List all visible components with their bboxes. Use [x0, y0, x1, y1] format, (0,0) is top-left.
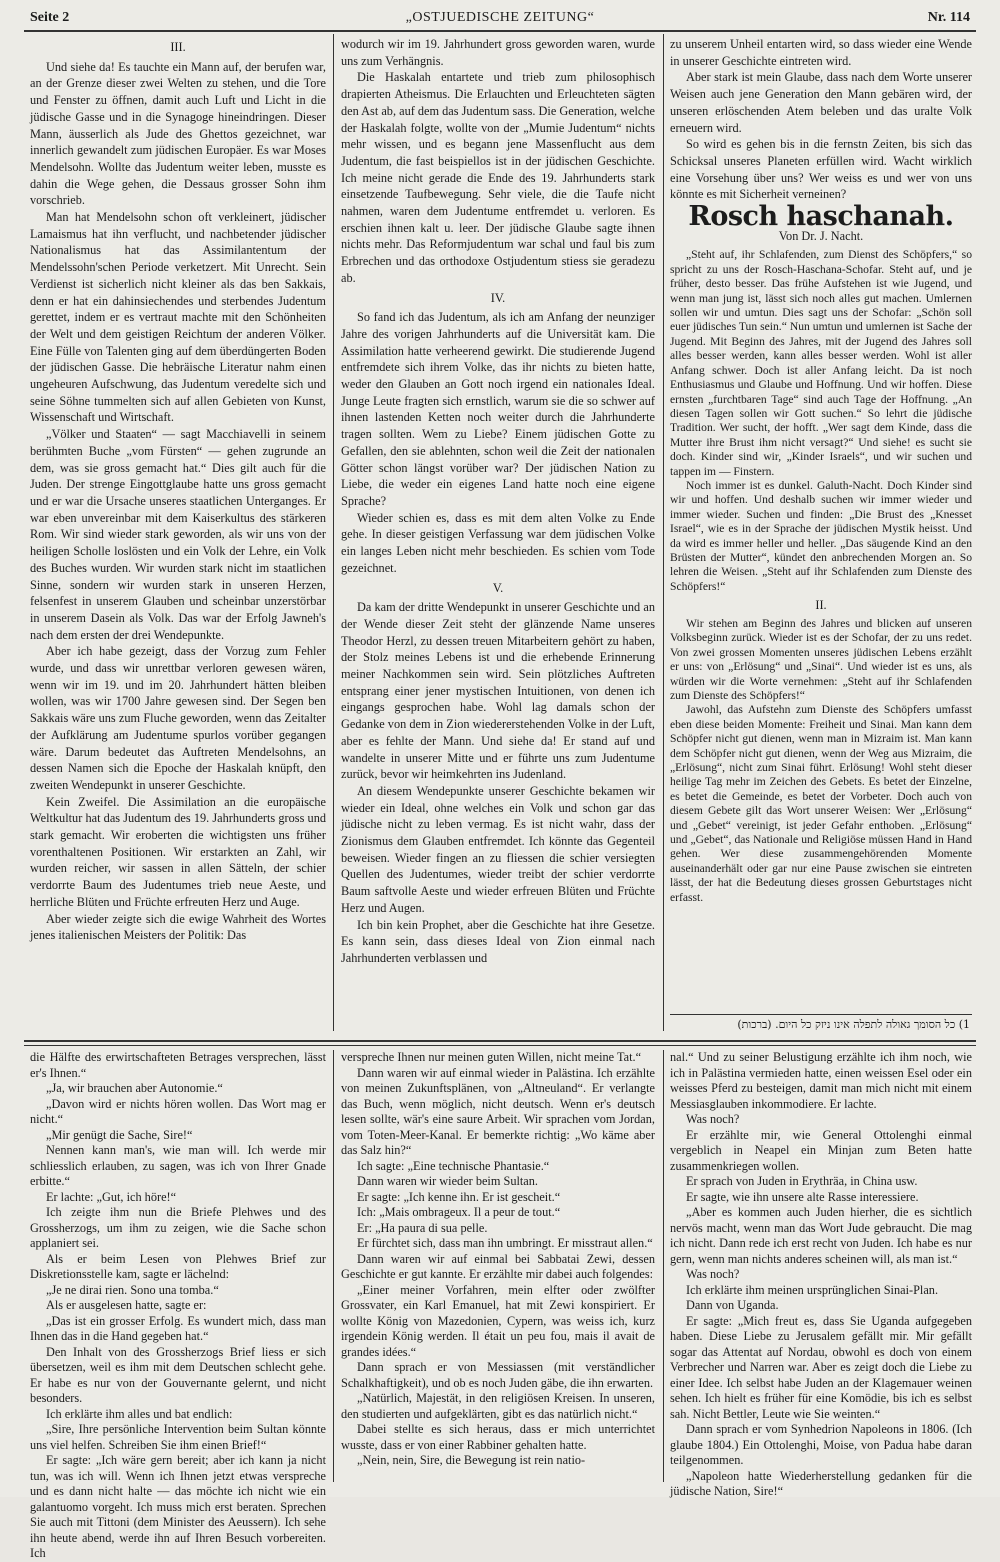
- paragraph: Aber ich habe gezeigt, dass der Vorzug zum Fehler wurde, und dass wir unrettbar verloren gewesen wären, wenn wir im 19. und im 20. Jahrhundert hätten bleiben wollen, was wir 1700 Jahre gewesen sind. Der Segen ben Sakkais wäre uns zum Fluche geworden, wenn das Zeitalter der Aufklärung am Judentume spurlos vorüber gegangen wäre. Darum bedeutet das Auftreten Mendelsohns, an dessen Namen sich die Epoche der Haskalah knüpft, den zweiten Wendepunkt in unserer Geschichte.: [30, 644, 326, 792]
- paragraph: Ich erklärte ihm meinen ursprünglichen Sinai-Plan.: [686, 1282, 939, 1297]
- section-heading-v: V.: [492, 580, 504, 595]
- paragraph: „Napoleon hatte Wiederherstellung gedanken für die jüdische Nation, Sire!“: [670, 1468, 972, 1498]
- newspaper-title: „OSTJUEDISCHE ZEITUNG“: [405, 10, 595, 25]
- continuation-column-3: [670, 1050, 972, 1498]
- paragraph: nal.“ Und zu seiner Belustigung erzählte ich ihm noch, wie ich in Palästina vermieden hatte, einen weissen Esel oder ein weisses Pferd zu besteigen, damit man mich nicht mit einem Messiasglauben inkommodiere. Er lachte.: [670, 1050, 972, 1111]
- paragraph: „Davon wird er nichts hören wollen. Das Wort mag er nicht.“: [30, 1096, 326, 1126]
- section-heading-iv: IV.: [490, 290, 506, 305]
- paragraph: „Steht auf, ihr Schlafenden, zum Dienst des Schöpfers,“ so spricht zu uns der Rosch-Haschana-Schofar. Steht auf, und je früher, desto besser. Das frühe Aufstehen ist wie Jugend, und wenn man jung ist, lässt sich noch alles gut machen. Umlernen sollen wir und umtun. Dies sagt uns der Schofar: „Schön soll euer jüdisches Tun sein.“ Nun umtun und umlernen ist Sache der Jugend. Mit Beginn des Jahres, mit der Jugend des Jahres soll alles besser werden, kann alles besser werden. Wohl ist aller Anfang schwer. Doch ist aller Anfang leicht. Da ist noch Enthusiasmus und Glaube und Hoffnung. Und wir hoffen. Diese ernsten „furchtbaren Tage“ sind auch Tage der Hoffnung. „An diesen Tagen sollen wir Gott suchen.“ So lehrt die jüdische Tradition. Wer sucht, der hofft. „Wer sagt dem Kinde, dass die Mutter ihre Brust ihm nicht versagt?“ Und siehe! es sucht sie doch. Kinder sind wir, „Kinder Israels“, und wir suchen und tappen im — Finstern.: [670, 248, 972, 478]
- paragraph: Und siehe da! Es tauchte ein Mann auf, der berufen war, an der Grenze dieser zwei Welten zu stehen, und die Tore und Fenster zu öffnen, damit auch Luft und Licht in die jüdische Gasse und in die Synagoge hineindringen. Dieser Mann, äusserlich als Jude des Ghettos gezeichnet, war innerlich gewandelt zum jüdischen Europäer. Es war Moses Mendelsohn. Wollte das Judentum weiter leben, musste es dahin die Wege gehen, die Dessaus grosser Sohn ihm vorschrieb.: [30, 59, 326, 208]
- paragraph: Kein Zweifel. Die Assimilation an die europäische Weltkultur hat das Judentum des 19. Jahrhunderts gross und stark gemacht. Wir eroberten die wichtigsten uns früher vorenthaltenen Positionen. Wir erstarkten an Zahl, wir wurden reicher, wir sassen in allen Sätteln, der schier verdorrte Baum des Judentumes trieb neue Aeste, und herrliche Blüten und Früchte erfreuten Herz und Auge.: [30, 794, 326, 909]
- paragraph: „Natürlich, Majestät, in den religiösen Kreisen. In unseren, den studierten und aufgeklärten, gibt es das natürlich nicht.“: [341, 1391, 655, 1421]
- paragraph: „Mir genügt die Sache, Sire!“: [46, 1127, 193, 1142]
- continuation-column-1: [30, 1050, 326, 1560]
- column-divider-3: [333, 1050, 334, 1482]
- article-column-2: [341, 36, 655, 1032]
- paragraph: Den Inhalt von des Grossherzogs Brief liess er sich übersetzen, weil es ihm mit dem Deutschen schlecht gehe. Er habe es nur von der Gouvernante gelernt, und nicht besonders.: [30, 1344, 326, 1405]
- paragraph: Die Haskalah entartete und trieb zum philosophisch drapierten Atheismus. Die Erlauchten und Erleuchteten sägten den Ast ab, auf dem das Judentum sass. Die Generation, welche der Haskalah folgte, wollte von der „Mumie Judentum“ nichts mehr wissen, und es begann jene Massenflucht aus dem Judentum, die fast beispiellos ist in der jüdischen Geschichte. Ich meine nicht gerade die Ende des 19. Jahrhunderts stark einsetzende Taufbewegung. Sehr viele, die die Taufe nicht nahmen, waren dem Judentume entfremdet u. verloren. Es erschien ihnen kalt u. leer. Der jüdische Glaube sagte ihnen nichts mehr. Das Reformjudentum war schal und faul bis zum Erbrechen und das orthodoxe Ostjudentum stiess sie geradezu ab.: [341, 70, 655, 285]
- article-column-1: [30, 36, 326, 1032]
- paragraph: So fand ich das Judentum, als ich am Anfang der neunziger Jahre des vorigen Jahrhunderts auf die Universität kam. Die Assimilation hatte verheerend gewirkt. Die studierende Jugend entfremdete sich ihrem Volke, das ihr nichts zu bieten hatte, weder den Glauben an Gott noch irgend ein nationales Ideal. Junge Leute fragten sich ernstlich, warum sie die so schwer auf ihnen lastenden Ketten noch weiter durch die Jahrhunderte tragen sollten. Wem zu Liebe? Einem jüdischen Gotte zu Gefallen, den sie ablehnten, schon weil die Zeit der nationalen Götter schon längst vorüber war? Der jüdischen Nation zu Liebe, die weder ein eigenes Land hatte noch eine eigene Sprache?: [341, 310, 655, 508]
- footnote-rule: [670, 1014, 972, 1015]
- paragraph: Aber stark ist mein Glaube, dass nach dem Worte unserer Weisen auch jene Generation den Mann gebären wird, der unseren erlöschenden Atem beleben und das uralte Volk erneuern wird.: [670, 70, 972, 135]
- paragraph: verspreche Ihnen nur meinen guten Willen, nicht meine Tat.“: [341, 1050, 642, 1064]
- section-rule: [24, 1040, 976, 1042]
- hebrew-footnote: 1) כל הסומך גאולה לתפלה אינו ניזק כל היום. (ברכות): [737, 1018, 970, 1031]
- paragraph: Dabei stellte es sich heraus, dass er mich unterrichtet wusste, dass er von einer Rabbiner gehalten hatte.: [341, 1422, 655, 1452]
- paragraph: Ich: „Mais ombrageux. Il a peur de tout.“: [357, 1205, 561, 1219]
- column-divider-4: [663, 1050, 664, 1482]
- paragraph: Er lachte: „Gut, ich höre!“: [46, 1189, 177, 1204]
- paragraph: Noch immer ist es dunkel. Galuth-Nacht. Doch Kinder sind wir und hoffen. Und deshalb suchen wir immer wieder und immer wieder. Suchen und finden: „Die Brust des „Knesset Israel“, wie es in der Sprache der jüdischen Mystik heisst. Und da wird es immer heller und heller. „Das säugende Kind an den Brüsten der Mutter“, kündet den anbrechenden Morgen an. So lehren die Weisen. „Steht auf ihr Schlafenden zum Dienste des Schöpfers!“: [670, 478, 972, 593]
- paragraph: „Ja, wir brauchen aber Autonomie.“: [46, 1081, 223, 1095]
- paragraph: die Hälfte des erwirtschafteten Betrages versprechen, lässt er's Ihnen.“: [30, 1050, 326, 1080]
- paragraph: Dann waren wir auf einmal bei Sabbatai Zewi, dessen Geschichte er gut kannte. Er erzählte mir dabei auch folgendes:: [341, 1251, 655, 1281]
- paragraph: „Sire, Ihre persönliche Intervention beim Sultan könnte uns viel helfen. Schreiben Sie ihm einen Brief!“: [30, 1422, 326, 1452]
- paragraph: Er sagte: „Mich freut es, dass Sie Uganda aufgegeben haben. Diese Liebe zu Jerusalem gefällt mir. Mir gefällt sogar das Attentat auf Nordau, obwohl es doch von einem Verbrecher und Narren war. Aber es zeigt doch die Liebe zu einer Idee. Ich selbst habe Juden an der Klagemauer weinen sehen. Ich hielt es früher für eine Komödie, bis ich es selbst sah. Nicht Bettler, Leute wie Sie weinten.“: [670, 1313, 972, 1421]
- paragraph: Dann waren wir auf einmal wieder in Palästina. Ich erzählte von meinen Zukunftsplänen, von „Altneuland“. Er verlangte das Buch, wenn möglich, nicht deutsch. Wenn er's deutsch lesen sollte, wär's eine saure Arbeit. Wir sprachen vom Jordan, vom Toten-Meer-Kanal. Er bemerkte richtig: „Wo käme aber das Salz hin?“: [341, 1065, 655, 1157]
- page-label: Seite 2: [30, 10, 70, 25]
- paragraph: Da kam der dritte Wendepunkt in unserer Geschichte und an der Wende dieser Zeit steht der glänzende Name unseres Theodor Herzl, zu dessen treuen Mitarbeitern gehört zu haben, der Stolz meines Lebens ist und die erhebende Erinnerung meiner Nachkommen sein wird. Sein plötzliches Auftreten entsprang einer jener mystischen Intuitionen, von denen ich eingangs gesprochen habe. Wohl lag damals schon der Gedanke von dem in Zion wiedererstehenden Volke in der Luft, aber es fehlte der Mann. Und siehe da! Er stand auf und wandelte in unserer Mitte und er führte uns zum Judentume zurück, bevor wir heimkehrten ins Judenland.: [341, 600, 655, 782]
- paragraph: Ich bin kein Prophet, aber die Geschichte hat ihre Gesetze. Es kann sein, dass dieses Ideal von Zion einmal nach Jahrhunderten verblassen und: [341, 917, 655, 965]
- paragraph: zu unserem Unheil entarten wird, so dass wieder eine Wende in unserer Geschichte eintreten wird.: [670, 37, 972, 68]
- paragraph: „Nein, nein, Sire, die Bewegung ist rein natio-: [357, 1453, 586, 1467]
- paragraph: Er: „Ha paura di sua pelle.: [357, 1220, 488, 1235]
- section-rule-thin: [24, 1045, 976, 1046]
- continuation-column-2: [341, 1050, 655, 1484]
- paragraph: Als er ausgelesen hatte, sagte er:: [46, 1298, 207, 1312]
- paragraph: Er sprach von Juden in Erythräa, in China usw.: [686, 1174, 918, 1188]
- paragraph: Dann sprach er vom Synhedrion Napoleons in 1806. (Ich glaube 1804.) Ein Ottolenghi, Moise, von Padua habe daran teilgenommen.: [670, 1422, 972, 1467]
- paragraph: Er erzählte mir, wie General Ottolenghi einmal vergeblich in Neapel ein Minjan zum Beten hatte zusammenkriegen wollen.: [670, 1127, 972, 1173]
- paragraph: Er sagte: „Ich kenne ihn. Er ist gescheit.“: [357, 1189, 561, 1204]
- paragraph: Man hat Mendelsohn schon oft verkleinert, jüdischer Lamaismus hat ihn verflucht, und nachbetender jüdischer Nationalismus hat das Assimilantentum der Mendelssohn'schen Periode verketzert. Mit Unrecht. Sein Verdienst ist sicherlich nicht kleiner als das ben Sakkais, denn er hat ein dahinsiechendes und sterbendes Judentum gerettet, indem er es vertraut machte mit den Schönheiten der Welt und dem geistigen Reichtum der anderen Völker. Eine Fülle von Talenten ging auf dem überdüngerten Boden der jüdischen Gasse. Die hebräische Literatur nahm einen ungeheuren Aufschwung, das Judentum veredelte sich und seine Söhne tummelten sich auf allen Gebieten von Kunst, Wissenschaft und Wirtschaft.: [30, 210, 326, 425]
- article-title: Rosch haschanah.: [688, 201, 954, 233]
- paragraph: An diesem Wendepunkte unserer Geschichte bekamen wir wieder ein Ideal, ohne welches ein Volk und schon gar das jüdische nicht zu leben vermag. Es ist nicht wahr, dass der Zionismus dem Glauben entfremdet. Ich könnte das Gegenteil beweisen. Wieder fingen an zu fliessen die schier versiegten Quellen des Judentumes, wieder treibt der schier verdorrte Baum saftvolle Aeste und wieder erfreuen Blüten und Früchte Herz und Augen.: [341, 783, 655, 915]
- paragraph: Was noch?: [686, 1112, 740, 1126]
- paragraph: „Je ne dirai rien. Sono una tomba.“: [46, 1282, 219, 1297]
- paragraph: Als er beim Lesen von Plehwes Brief zur Diskretionsstelle kam, sagte er lächelnd:: [30, 1251, 326, 1281]
- paragraph: Er sagte, wie ihn unsere alte Rasse interessiere.: [686, 1189, 919, 1204]
- paragraph: So wird es gehen bis in die fernstn Zeiten, bis sich das Schicksal unseres Planeten erfüllen wird. Wacht wirklich eine Vorsehung über uns? Wer weiss es und wer von uns könnte es mit Sicherheit verneinen?: [670, 137, 972, 202]
- paragraph: „Einer meiner Vorfahren, mein elfter oder zwölfter Grossvater, ein Karl Emanuel, hat mit Zewi konspiriert. Er wollte König von Mazedonien, Cypern, was weiss ich, kurz irgendein König werden. Il était un peu fou, mais il avait de grandes idées.“: [341, 1282, 655, 1359]
- article-column-3: [670, 36, 972, 1014]
- article-byline: Von Dr. J. Nacht.: [778, 228, 864, 243]
- page-header: [30, 6, 970, 28]
- paragraph: „Völker und Staaten“ — sagt Macchiavelli in seinem berühmten Buche „vom Fürsten“ — gehen zugrunde an dem, was sie gross gemacht hat.“ Dies gilt auch für die Juden. Der strenge Eingottglaube hatte uns gross gemacht und er war die Ursache unseres staatlichen Unterganges. Er war eben unvereinbar mit dem Kaiserkultus des stärkeren Rom. Wir sind wieder stark geworden, als wir uns von der heiligen Scholle loslösten und ein Volk der Lehre, ein Volk des Buches wurden. Wir wurden stark nicht im staatlichen Sinne, sondern wir wurden stark in unseren Herzen, felsenfest in unserem Glauben und scheinbar unzerstörbar in unserem Dasein als Volk. Das war der Erfolg Jawneh's nach dem ersten der drei Wendepunkte.: [30, 427, 326, 642]
- paragraph: Aber wieder zeigte sich die ewige Wahrheit des Wortes jenes italienischen Meisters der Politik: Das: [30, 911, 326, 943]
- column-divider-1: [333, 34, 334, 1031]
- paragraph: Wieder schien es, dass es mit dem alten Volke zu Ende gehe. In dieser geistigen Verfassung war dem jüdischen Volke ein langes Leben nicht mehr beschieden. Es schien vom Tode gezeichnet.: [341, 510, 655, 575]
- paragraph: Jawohl, das Aufstehn zum Dienste des Schöpfers umfasst eben diese beiden Momente: Freiheit und Sinai. Man kann dem Schöpfer nicht gut dienen, wenn man in Mizraim ist. Man kann dem Schöpfer nicht gut dienen, wenn der Weg aus Mizraim, die „Erlösung“, nicht zum Sinai führt. Erlösung! Wohl steht dieser heilige Tag mehr im Zeichen des Gebets. Es betet der Einzelne, es betet die Gemeinde, es betet der Vorbeter. Doch auch von diesem Gebete gilt das Wort unserer Weisen: Wer „Erlösung“ und „Gebet“ vereinigt, ist jeder Gefahr enthoben. „Erlösung“ und „Gebet“, das Nationale und Religiöse müssen Hand in Hand gehen. Wer diese zusammengehörenden Momente auseinanderhält oder gar nur eine Pause zwischen sie eintreten lässt, der hat die Bedeutung dieses grossen Geburtstages nicht erfasst.: [670, 703, 972, 904]
- section-heading-ii: II.: [815, 598, 827, 613]
- paragraph: Ich sagte: „Eine technische Phantasie.“: [357, 1158, 550, 1173]
- paragraph: Dann waren wir wieder beim Sultan.: [357, 1174, 538, 1188]
- section-heading-iii: III.: [170, 40, 186, 54]
- paragraph: Wir stehen am Beginn des Jahres und blicken auf unseren Volksbeginn zurück. Wieder ist es der Schofar, der zu uns redet. Von zwei grossen Momenten unseres jüdischen Lebens erzählt er uns: von „Erlösung“ und „Sinai“. Und wieder ist es uns, als würden wir die Worte vernehmen: „Steht auf ihr Schlafenden zum Dienste des Schöpfers!“: [670, 616, 972, 702]
- paragraph: Er fürchtet sich, dass man ihn umbringt. Er misstraut allen.“: [357, 1236, 653, 1250]
- paragraph: Ich erklärte ihm alles und bat endlich:: [46, 1406, 233, 1421]
- paragraph: Ich zeigte ihm nun die Briefe Plehwes und des Grossherzogs, um ihm zu zeigen, wie die Sache schon applaniert sei.: [30, 1205, 326, 1250]
- paragraph: Dann von Uganda.: [686, 1298, 779, 1312]
- paragraph: wodurch wir im 19. Jahrhundert gross geworden waren, wurde uns zum Verhängnis.: [341, 37, 655, 68]
- paragraph: „Das ist ein grosser Erfolg. Es wundert mich, dass man Ihnen das in die Hand gegeben hat.“: [30, 1313, 326, 1343]
- paragraph: Was noch?: [686, 1267, 740, 1281]
- paragraph: Nennen kann man's, wie man will. Ich werde mir schliesslich erlauben, zu sagen, was ich von Ihrer Gnade erbitte.“: [30, 1143, 326, 1188]
- issue-number: Nr. 114: [927, 10, 970, 25]
- header-rule: [24, 30, 976, 32]
- column-divider-2: [663, 34, 664, 1031]
- paragraph: „Aber es kommen auch Juden hierher, die es sichtlich nervös macht, wenn man das Wort Jude gebraucht. Die mag ich nicht. Dann rede ich erst recht von Juden. Ich habe es nur gern, wenn man nichts anderes scheinen will, als man ist.“: [670, 1205, 972, 1266]
- paragraph: Dann sprach er von Messiassen (mit verständlicher Schalkhaftigkeit), und ob es noch Juden gäbe, die ihn erwarten.: [341, 1360, 655, 1390]
- paragraph: Er sagte: „Ich wäre gern bereit; aber ich kann ja nicht tun, was ich will. Wenn ich Ihnen jetzt etwas verspreche und es dann nicht halte — das möchte ich nicht wie ein galantuomo vorgeht. Ich muss mich erst beraten. Sprechen Sie auch mit Tittoni (dem Minister des Aeussern). Ich sehe ihn heute abend, werde ihn auf Ihren Besuch vorbereiten. Ich: [30, 1453, 326, 1560]
